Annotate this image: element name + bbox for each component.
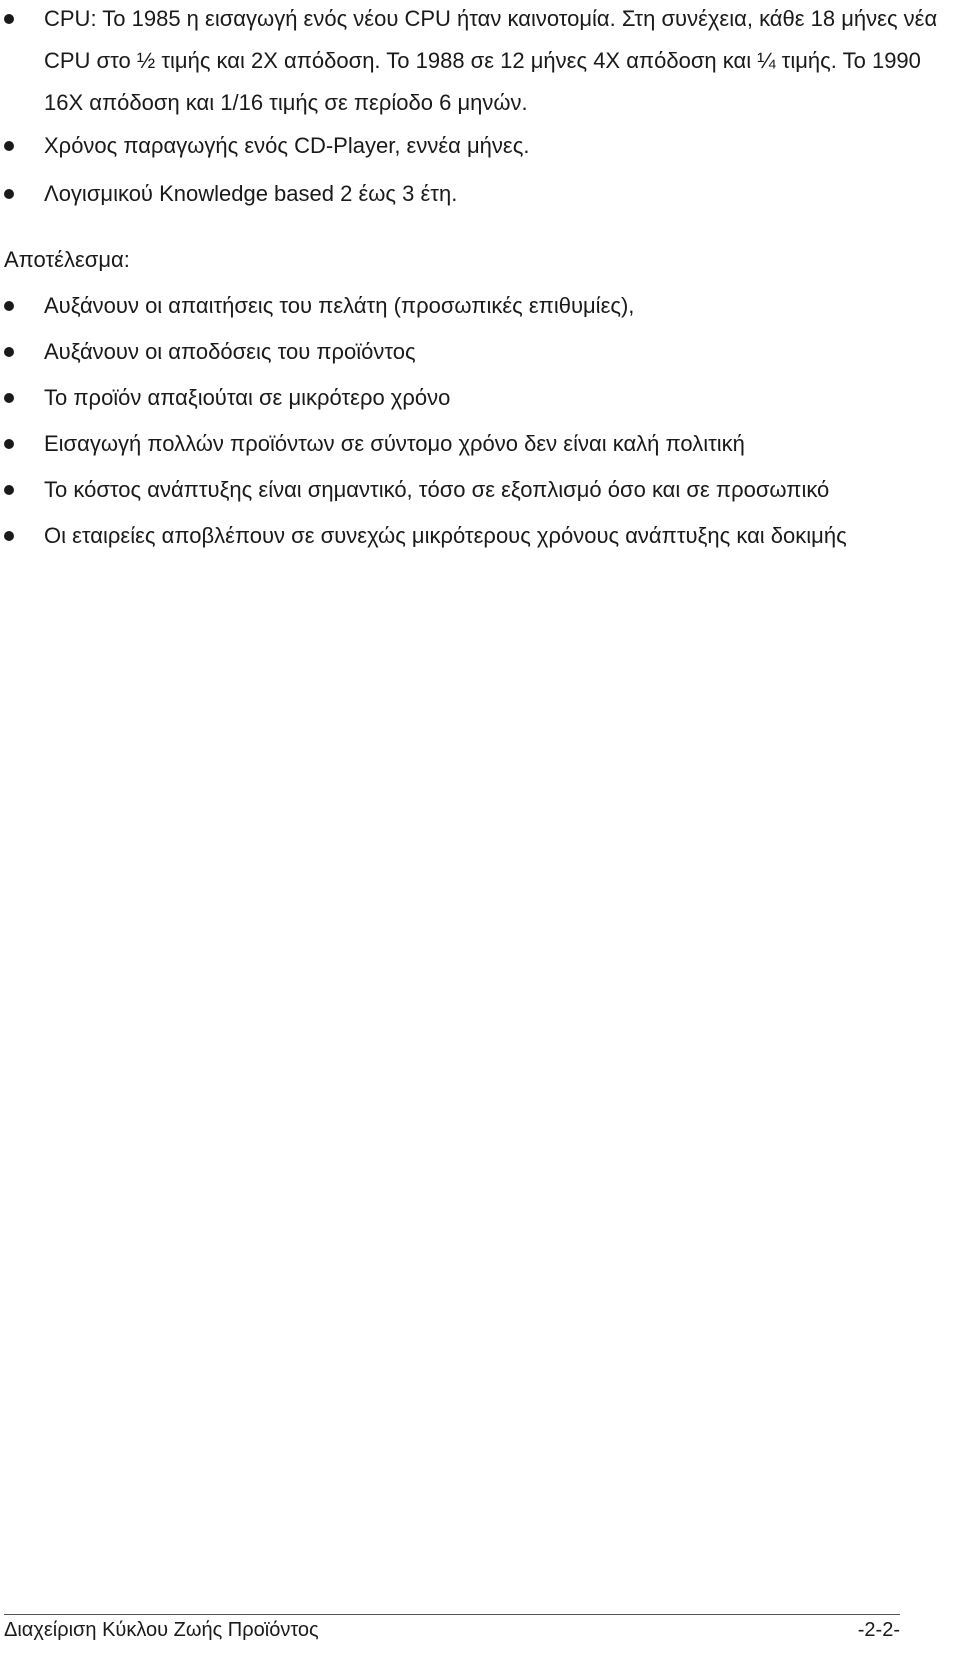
list-item-text: Χρόνος παραγωγής ενός CD-Player, εννέα μήνες. [44,133,530,158]
intro-bullet-list [0,6,950,228]
page-number: -2-2- [857,1619,900,1641]
result-heading: Αποτέλεσμα: [4,247,130,272]
list-item-text: Το κόστος ανάπτυξης είναι σημαντικό, τόσο σε εξοπλισμό όσο και σε προσωπικό [44,477,830,502]
list-item [0,132,950,160]
bullet-icon [4,141,14,151]
list-item-text: Λογισμικού Knowledge based 2 έως 3 έτη. [44,181,458,206]
list-item [0,522,950,568]
bullet-icon [4,301,14,311]
list-item [0,292,950,338]
list-item-text: Αυξάνουν οι αποδόσεις του προϊόντος [44,339,416,364]
list-item [0,338,950,384]
footer-title: Διαχείριση Κύκλου Ζωής Προϊόντος [4,1619,319,1641]
list-item [0,476,950,522]
bullet-icon [4,189,14,199]
list-item-text: Εισαγωγή πολλών προϊόντων σε σύντομο χρόνο δεν είναι καλή πολιτική [44,431,745,456]
list-item [0,0,950,124]
list-item-text: CPU: To 1985 η εισαγωγή ενός νέου CPU ήταν καινοτομία. Στη συνέχεια, κάθε 18 μήνες νέα CPU στο ½ τιμής και 2X απόδοση. Το 1988 σε 12 μήνες 4X απόδοση και ¼ τιμής. Το 1990 16X απόδοση και 1/16 τιμής σε περίοδο 6 μηνών. [44,6,938,115]
bullet-icon [4,393,14,403]
page-footer [4,1614,900,1641]
list-item [0,430,950,476]
bullet-icon [4,347,14,357]
result-bullet-list [0,292,950,568]
list-item-text: Αυξάνουν οι απαιτήσεις του πελάτη (προσωπικές επιθυμίες), [44,293,635,318]
list-item-text: Το προϊόν απαξιούται σε μικρότερο χρόνο [44,385,451,410]
list-item [0,180,950,208]
list-item-text: Οι εταιρείες αποβλέπουν σε συνεχώς μικρότερους χρόνους ανάπτυξης και δοκιμής [44,523,847,548]
bullet-icon [4,14,14,24]
bullet-icon [4,439,14,449]
list-item [0,384,950,430]
bullet-icon [4,531,14,541]
bullet-icon [4,485,14,495]
